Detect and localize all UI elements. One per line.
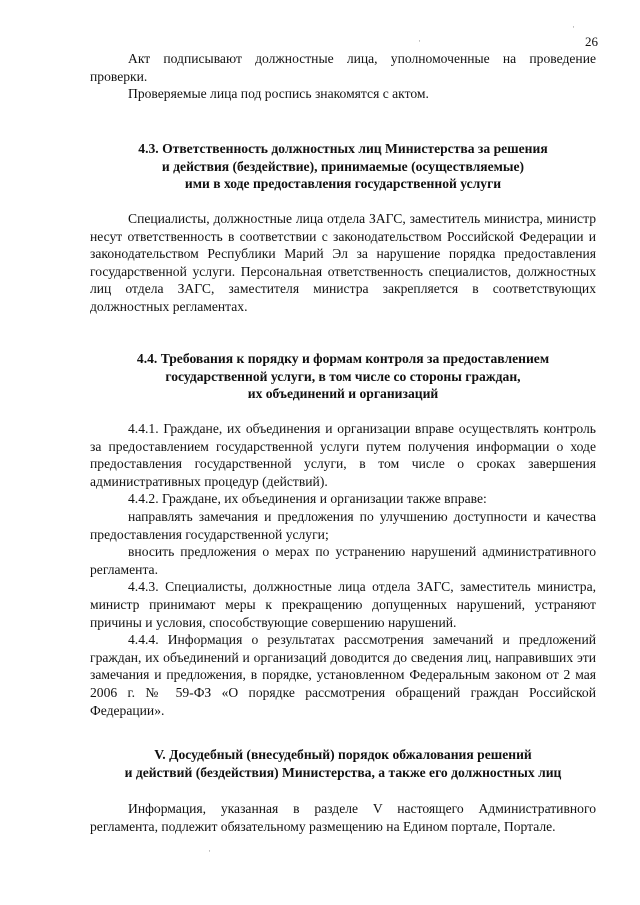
section-body-4-3 bbox=[90, 210, 596, 316]
section-heading-5 bbox=[90, 746, 596, 781]
paragraph: Информация, указанная в разделе V настоящего Административного регламента, подлежит обязательному размещению на Едином портале, Портале. bbox=[90, 801, 596, 834]
paragraph: направлять замечания и предложения по улучшению доступности и качества предоставления государственной услуги; bbox=[90, 508, 596, 542]
scan-speck: · bbox=[572, 22, 575, 32]
section-heading-4-4 bbox=[90, 350, 596, 403]
paragraph: 4.4.2. Граждане, их объединения и организации также вправе: bbox=[128, 491, 487, 507]
paragraph: вносить предложения о мерах по устранению нарушений административного регламента. bbox=[90, 544, 596, 577]
heading-line: ими в ходе предоставления государственной услуги bbox=[184, 176, 502, 192]
heading-line: и действия (бездействие), принимаемые (осуществляемые) bbox=[161, 158, 525, 174]
heading-line: их объединений и организаций bbox=[247, 386, 439, 402]
scan-speck: · bbox=[208, 846, 211, 856]
heading-line: 4.3. Ответственность должностных лиц Министерства за решения bbox=[138, 141, 548, 156]
scan-speck: · bbox=[418, 36, 421, 46]
heading-line: и действий (бездействия) Министерства, а также его должностных лиц bbox=[124, 764, 562, 780]
section-body-5 bbox=[90, 800, 596, 835]
heading-line: V. Досудебный (внесудебный) порядок обжалования решений bbox=[154, 747, 532, 762]
heading-line: государственной услуги, в том числе со стороны граждан, bbox=[165, 368, 521, 384]
paragraph: 4.4.1. Граждане, их объединения и организации вправе осуществлять контроль за предоставлением государственной услуги путем получения информации о ходе предоставления государственной услуги, в том числе о сроках завершения административных процедур (действий). bbox=[90, 421, 596, 489]
paragraph: Акт подписывают должностные лица, уполномоченные на проведение проверки. bbox=[90, 51, 596, 84]
paragraph: Специалисты, должностные лица отдела ЗАГС, заместитель министра, министр несут ответственность в соответствии с законодательством Российской Федерации и законодательством Республики Марий Эл за нарушение порядка предоставления государственной услуги. Персональная ответственность специалистов, должностных лиц отдела ЗАГС, заместителя министра закрепляется в соответствующих должностных регламентах. bbox=[90, 211, 596, 314]
paragraph: 4.4.4. Информация о результатах рассмотрения замечаний и предложений граждан, их объединений и организаций доводится до сведения лиц, направивших эти замечания и предложения, в порядке, установленном Федеральным законом от 2 мая 2006 г. № 59-ФЗ «О порядке рассмотрения обращений граждан Российской Федерации». bbox=[90, 632, 596, 718]
section-body-4-4 bbox=[90, 420, 596, 719]
page-number: 26 bbox=[585, 34, 598, 49]
top-text-block bbox=[90, 50, 596, 103]
section-heading-4-3 bbox=[90, 140, 596, 193]
heading-line: 4.4. Требования к порядку и формам контроля за предоставлением bbox=[136, 351, 550, 366]
paragraph: 4.4.3. Специалисты, должностные лица отдела ЗАГС, заместитель министра, министр принимают меры к прекращению допущенных нарушений, устраняют причины и условия, способствующие совершению нарушений. bbox=[90, 579, 596, 630]
paragraph: Проверяемые лица под роспись знакомятся с актом. bbox=[128, 86, 429, 102]
